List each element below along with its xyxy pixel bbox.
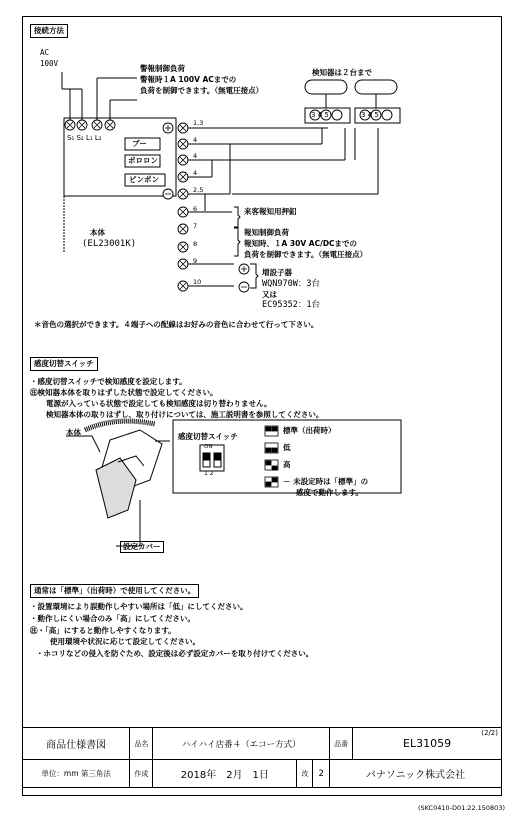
volt-label: 100V <box>40 59 59 68</box>
alarm-load-note: 負荷を制御できます。（無電圧接点） <box>140 86 264 95</box>
switch-label: 感度切替スイッチ <box>178 432 238 441</box>
made-label: 作成 <box>130 760 153 788</box>
alarm-load-title: 警報制御負荷 <box>140 64 185 73</box>
legend-unset-2: 感度で動作します。 <box>296 488 363 497</box>
term-num-7: 7 <box>193 222 198 230</box>
usage-section-title: 通常は「標準」（出荷時）で使用してください。 <box>30 584 199 598</box>
term-num-8: 8 <box>193 240 198 248</box>
doc-code: (SKC0410-D01.22.150803) <box>417 804 505 812</box>
term-num-1: 1,3 <box>193 119 204 127</box>
sensor-body-label: 本体 <box>66 428 81 437</box>
company-name: パナソニック株式会社 <box>330 760 502 788</box>
term-num-9: 9 <box>193 257 198 265</box>
sensitivity-section-title: 感度切替スイッチ <box>30 357 98 371</box>
product-number-cell <box>353 728 502 760</box>
doc-type: 商品仕様書図 <box>23 728 130 760</box>
number-label: 品番 <box>330 728 353 760</box>
tone-selection-note: ＊音色の選択ができます。４端子への配線はお好みの音色に合わせて行って下さい。 <box>34 320 319 329</box>
expander-or: 又は <box>262 290 277 299</box>
product-name: ハイハイ店番４（エコー方式） <box>153 728 330 760</box>
detector1-terminals: 3 4 5 <box>311 111 329 119</box>
sensitivity-note-1: ㊟検知器本体を取りはずした状態で設定してください。 <box>30 388 218 397</box>
left-terminal-labels: S₁ S₂ L₁ L₂ <box>67 134 102 142</box>
sensitivity-note-3: 検知器本体の取りはずし、取り付けについては、施工説明書を参照してください。 <box>46 410 324 419</box>
alarm-load-spec: 警報時１A 100V ACまでの <box>140 75 237 84</box>
usage-note-1: ㊟・「高」にすると動作しやすくなります。 <box>30 626 176 635</box>
legend-high: 高 <box>283 460 291 469</box>
term-num-3: 4 <box>193 152 198 160</box>
usage-line-2: ・動作しにくい場合のみ「高」にしてください。 <box>30 614 195 623</box>
expander-model-1: WQN970W：3台 <box>262 279 320 289</box>
term-num-10: 10 <box>193 278 202 286</box>
wiring-section-title: 接続方法 <box>30 24 68 38</box>
usage-line-1: ・設置環境により誤動作しやすい場所は「低」にしてください。 <box>30 602 248 611</box>
tone-pinpon: ピンポン <box>129 175 159 184</box>
expander-title: 増設子器 <box>262 268 292 277</box>
ac-label: AC <box>40 48 50 57</box>
body-model: (EL23001K) <box>82 239 137 249</box>
detector2-terminals: 3 4 5 <box>361 111 379 119</box>
doc-date: 2018年 2月 1日 <box>153 760 297 788</box>
usage-line-5: ・ホコリなどの侵入を防ぐため、設定後は必ず設定カバーを取り付けてください。 <box>36 649 314 658</box>
body-label: 本体 <box>90 228 105 237</box>
tone-boo: ブー <box>132 139 147 148</box>
tone-pororon: ポロロン <box>128 156 158 165</box>
name-label: 品名 <box>130 728 153 760</box>
switch-numbers: 1 2 <box>204 470 214 477</box>
legend-low: 低 <box>283 443 291 452</box>
notify-load-spec: 報知時、１A 30V AC/DCまでの <box>244 239 358 248</box>
term-num-5: 2,5 <box>193 186 204 194</box>
usage-note-2: 使用環境や状況に応じて設定してください。 <box>50 637 200 646</box>
term-num-2: 4 <box>193 136 198 144</box>
detector-max-note: 検知器は２台まで <box>312 68 372 77</box>
notify-load-title: 報知制御負荷 <box>244 228 289 237</box>
term-num-4: 4 <box>193 169 198 177</box>
product-number: EL31059 <box>403 737 452 750</box>
unit-info: 単位：mm 第三角法 <box>23 760 130 788</box>
switch-on-label: ON <box>204 444 213 450</box>
legend-unset-1: － 未設定時は「標準」の <box>283 477 369 486</box>
rev-value: 2 <box>313 760 330 788</box>
setting-cover-label: 設定カバー <box>120 541 164 553</box>
sensitivity-line-1: ・感度切替スイッチで検知感度を設定します。 <box>30 377 187 386</box>
rev-label: 改 <box>297 760 313 788</box>
sensitivity-note-2: 電源が入っている状態で設定しても検知感度は切り替わりません。 <box>46 399 272 408</box>
term-num-6: 6 <box>193 205 198 213</box>
page-indicator: (2/2) <box>481 729 498 737</box>
legend-standard: 標準（出荷時） <box>283 426 336 435</box>
guest-alarm-label: 来客報知用押釦 <box>244 207 297 216</box>
expander-model-2: EC95352：1台 <box>262 300 320 310</box>
title-block <box>22 727 502 788</box>
notify-load-note: 負荷を制御できます。（無電圧接点） <box>244 250 368 259</box>
